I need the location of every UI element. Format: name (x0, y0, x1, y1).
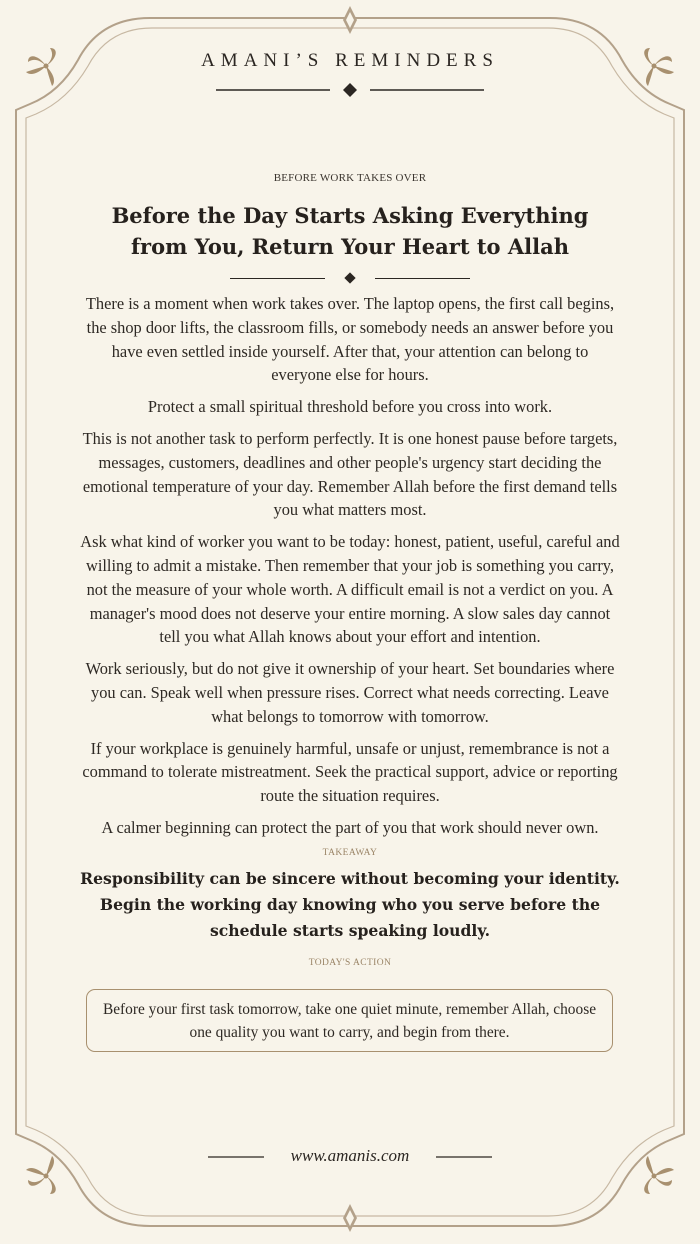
paragraph: This is not another task to perform perfectly. It is one honest pause before targets, messages, customers, deadlines and other people's urgency start deciding the emotional temperature of your day. Remember Allah before the first demand tells you what matters most. (82, 428, 618, 520)
paragraph: A calmer beginning can protect the part of you that work should never own. (101, 817, 599, 837)
eyebrow-label: BEFORE WORK TAKES OVER (273, 172, 427, 184)
title-divider (230, 272, 470, 286)
paragraph: Work seriously, but do not give it ownership of your heart. Set boundaries where you can. Speak well when pressure rises. Correct what needs correcting. Leave what belongs to tomorrow with tomorrow. (85, 659, 615, 726)
action-box (86, 989, 613, 1052)
paragraph: Ask what kind of worker you want to be today: honest, patient, useful, careful and willing to admit a mistake. Then remember that your job is something you carry, not the measure of your whole worth. A difficult email is not a verdict on you. A manager's mood does not deserve your entire morning. A slow sales day cannot tell you what Allah knows about your effort and intention. (80, 532, 620, 647)
site-title: AMANI’S REMINDERS (201, 50, 499, 71)
website-link[interactable]: www.amanis.com (290, 1146, 410, 1165)
paragraph: Protect a small spiritual threshold before you cross into work. (147, 397, 553, 417)
paragraph: If your workplace is genuinely harmful, unsafe or unjust, remembrance is not a command to tolerate mistreatment. Seek the practical support, advice or reporting route the situation requires. (82, 738, 618, 806)
takeaway-label: TAKEAWAY (322, 847, 378, 858)
bottom-diamond-icon (343, 1204, 357, 1232)
page-title: Before the Day Starts Asking Everything from You, Return Your Heart to Allah (111, 203, 589, 259)
paragraph: There is a moment when work takes over. The laptop opens, the first call begins, the shop door lifts, the classroom fills, or somebody needs an answer before you have even settled inside yourself. After that, your attention can belong to everyone else for hours. (85, 294, 615, 385)
top-diamond-icon (343, 6, 357, 34)
action-text: Before your first task tomorrow, take one quiet minute, remember Allah, choose one quality you want to carry, and begin from there. (102, 1000, 597, 1041)
header-divider (216, 83, 484, 97)
takeaway-text: Responsibility can be sincere without becoming your identity. Begin the working day knowing who you serve before the schedule starts speaking loudly. (80, 868, 620, 940)
diamond-icon (344, 272, 355, 283)
action-label: TODAY'S ACTION (308, 957, 392, 968)
article (80, 172, 620, 968)
